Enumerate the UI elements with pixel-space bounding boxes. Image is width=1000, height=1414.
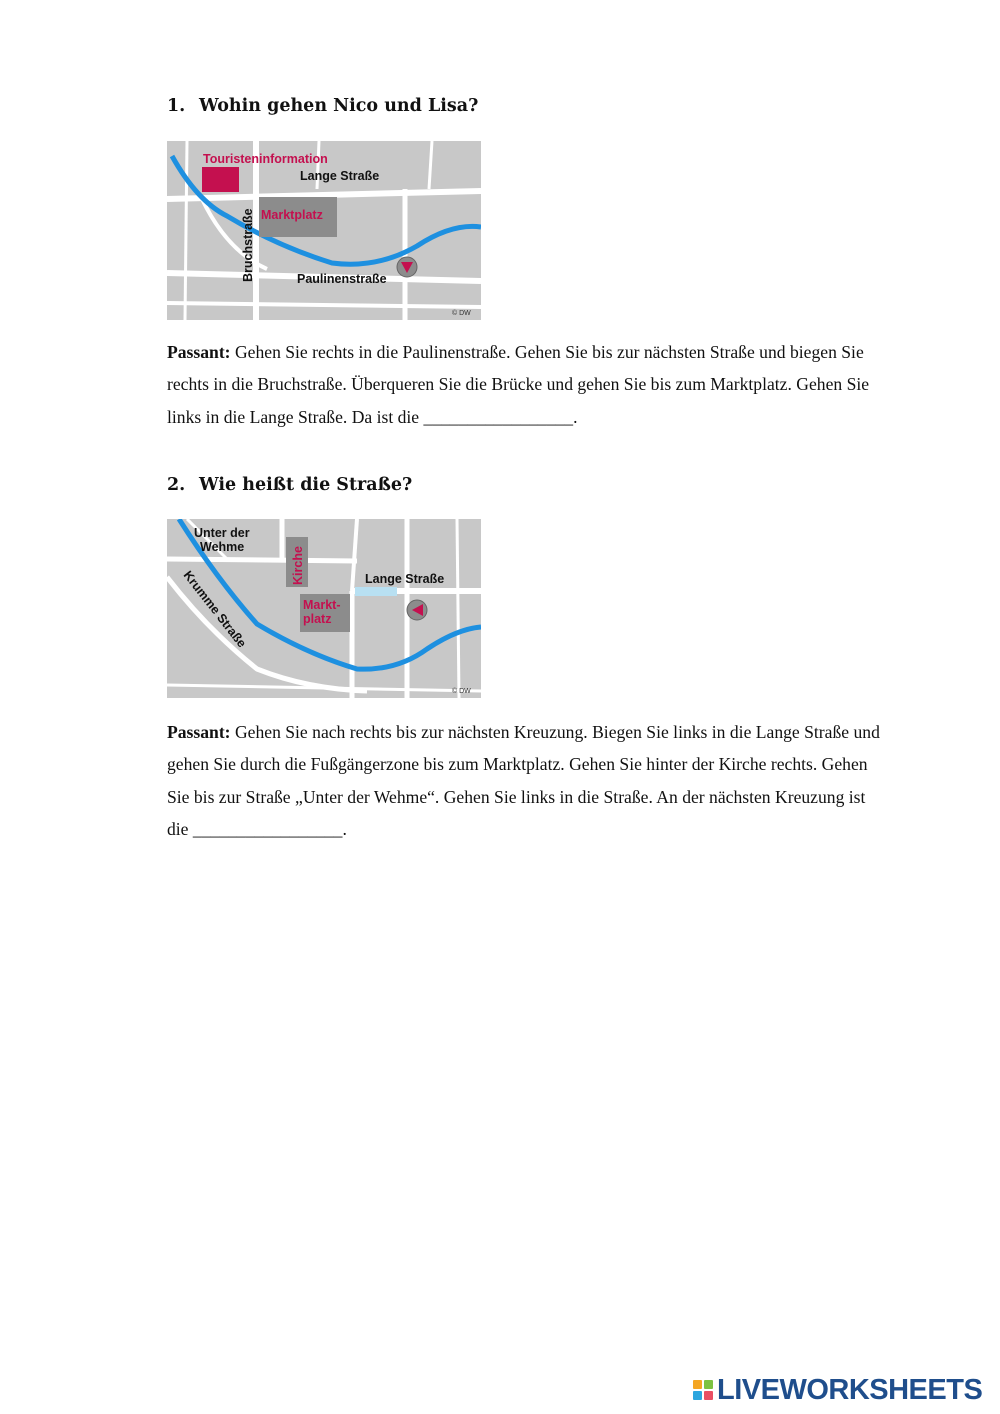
map-1-label-lange: Lange Straße: [300, 169, 380, 183]
map-1-tourist-info-block: [202, 167, 239, 192]
liveworksheets-brand: [692, 1374, 992, 1406]
map-2: [167, 519, 481, 698]
exercise-1-text: Gehen Sie rechts in die Paulinenstraße. Gehen Sie bis zur nächsten Straße und biegen Sie rechts in die Bruchstraße. Überqueren Sie die Brücke und gehen Sie bis zum Marktplatz. Gehen Sie links in die Lange Straße. Da ist die: [167, 342, 870, 427]
exercise-2-text-end: .: [342, 818, 347, 839]
map-2-pedestrian-zone: [355, 587, 397, 596]
map-2-label-markt-2: platz: [303, 612, 332, 626]
map-2-svg: [167, 519, 481, 698]
liveworksheets-wordmark: LIVEWORKSHEETS: [717, 1373, 983, 1406]
exercise-2-heading: [167, 475, 412, 495]
map-1-label-tourist: Touristeninformation: [203, 152, 328, 166]
exercise-2-answer-blank[interactable]: _________________: [192, 818, 343, 839]
exercise-2-text: Gehen Sie nach rechts bis zur nächsten Kreuzung. Biegen Sie links in die Lange Straße und gehen Sie durch die Fußgängerzone bis zum Marktplatz. Gehen Sie hinter der Kirche rechts. Gehen Sie bis zur Straße „Unter der Wehme“. Gehen Sie links in die Straße. An der nächsten Kreuzung ist die: [167, 722, 880, 839]
exercise-1-heading: [167, 96, 478, 116]
exercise-1-number: 1.: [167, 96, 186, 116]
exercise-2-paragraph: [167, 716, 887, 845]
map-1-label-bruch: Bruchstraße: [241, 208, 255, 282]
exercise-1-text-end: .: [573, 406, 578, 427]
exercise-2-number: 2.: [167, 475, 186, 495]
exercise-2-speaker: Passant:: [167, 722, 231, 742]
map-2-label-kirche: Kirche: [291, 546, 305, 585]
map-2-credit: © DW: [452, 688, 471, 695]
map-1-left-street: [185, 141, 187, 320]
map-1-svg: [167, 141, 481, 320]
map-2-label-unter-1: Unter der: [194, 526, 250, 540]
exercise-1-title: Wohin gehen Nico und Lisa?: [199, 96, 479, 116]
liveworksheets-logo-icon: [692, 1379, 714, 1401]
map-1-credit: © DW: [452, 310, 471, 317]
map-1-label-markt: Marktplatz: [261, 208, 323, 222]
exercise-1-paragraph: [167, 336, 887, 433]
map-1: [167, 141, 481, 320]
map-2-far-right-street: [457, 519, 459, 698]
map-2-label-unter-2: Wehme: [200, 540, 245, 554]
exercise-1-speaker: Passant:: [167, 342, 231, 362]
map-2-label-krumme: Krumme Straße: [180, 568, 249, 651]
map-2-label-markt-1: Markt-: [303, 598, 341, 612]
map-2-unter-der-wehme-street: [167, 559, 357, 561]
map-2-label-lange: Lange Straße: [365, 572, 445, 586]
map-1-label-paulinen: Paulinenstraße: [297, 272, 387, 286]
exercise-1-answer-blank[interactable]: _________________: [423, 406, 574, 427]
exercise-2-title: Wie heißt die Straße?: [199, 475, 413, 495]
